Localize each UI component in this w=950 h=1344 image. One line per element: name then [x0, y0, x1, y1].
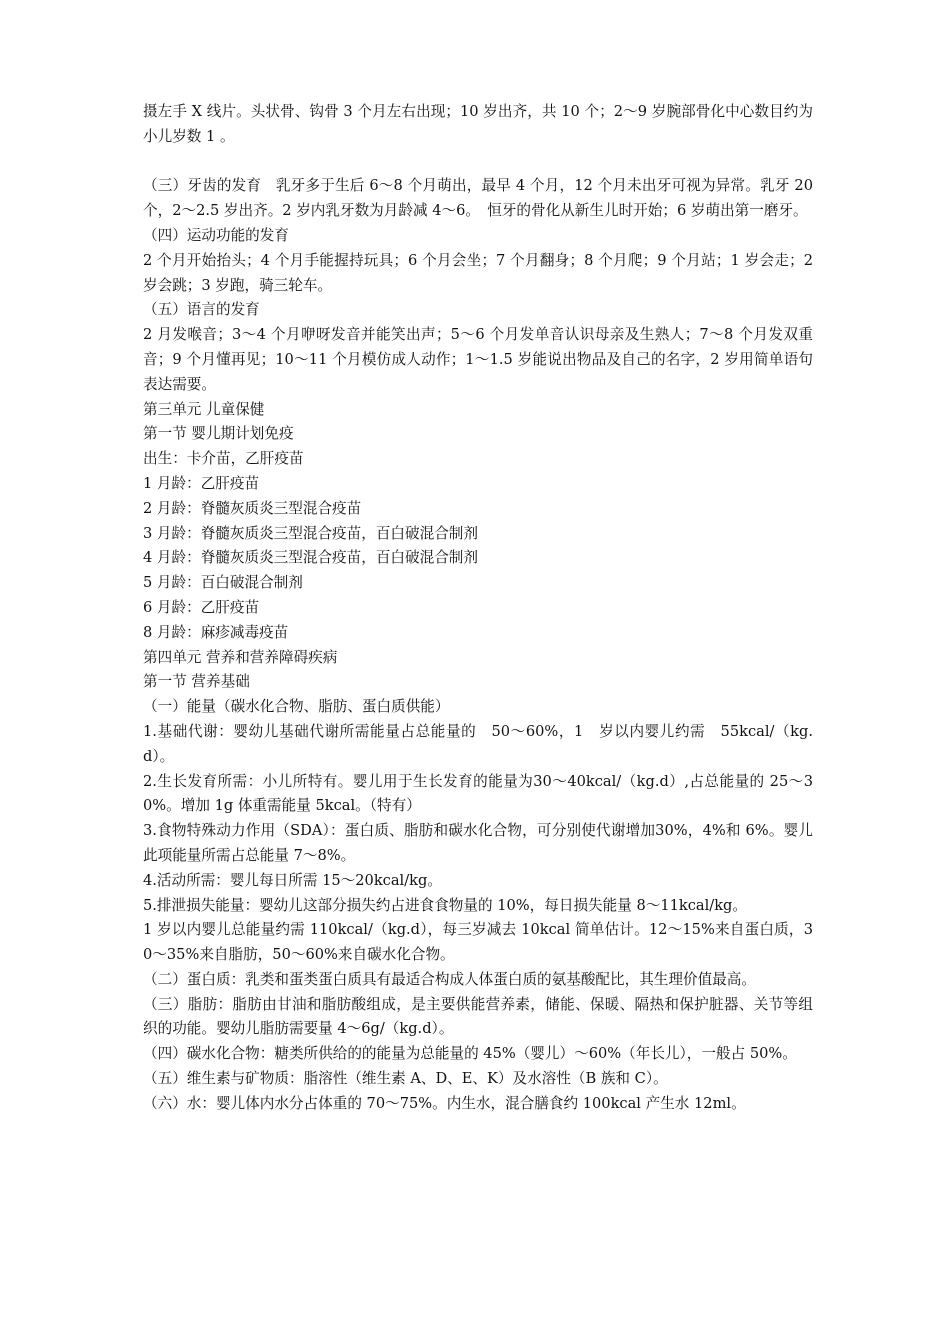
list-item-vaccine-8-month: 8 月龄：麻疹减毒疫苗	[143, 623, 289, 641]
list-item-vaccine-1-month: 1 月龄：乙肝疫苗	[143, 474, 260, 492]
paragraph-protein: （二）蛋白质：乳类和蛋类蛋白质具有最适合构成人体蛋白质的氨基酸配比，其生理价值最高。	[143, 970, 756, 988]
paragraph-language-development: 2 月发喉音；3～4 个月咿呀发音并能笑出声；5～6 个月发单音认识母亲及生熟人；7～8 个月发双重音；9 个月懂再见；10～11 个月模仿成人动作；1～1.5 岁能说出物品及自己的名字，2 岁用简单语句表达需要。	[143, 326, 813, 393]
list-item-vaccine-4-month: 4 月龄：脊髓灰质炎三型混合疫苗，百白破混合制剂	[143, 549, 478, 567]
list-item-vaccine-birth: 出生：卡介苗，乙肝疫苗	[143, 450, 304, 468]
blank-line	[143, 150, 813, 175]
paragraph-fat: （三）脂肪：脂肪由甘油和脂肪酸组成，是主要供能营养素，储能、保暖、隔热和保护脏器、关节等组织的功能。婴幼儿脂肪需要量 4～6g/（kg.d）。	[143, 995, 813, 1038]
paragraph-motor-development: 2 个月开始抬头；4 个月手能握持玩具；6 个月会坐；7 个月翻身；8 个月爬；9 个月站；1 岁会走；2 岁会跳；3 岁跑，骑三轮车。	[143, 251, 813, 294]
paragraph-total-energy: 1 岁以内婴儿总能量约需 110kcal/（kg.d），每三岁减去 10kcal 简单估计。12～15%来自蛋白质，30～35%来自脂肪，50～60%来自碳水化合物。	[143, 921, 813, 964]
list-item-vaccine-6-month: 6 月龄：乙肝疫苗	[143, 598, 260, 616]
heading-unit-four: 第四单元 营养和营养障碍疾病	[143, 648, 338, 666]
heading-unit-three: 第三单元 儿童保健	[143, 400, 265, 418]
heading-language-development: （五）语言的发育	[143, 301, 260, 319]
paragraph-teeth-development: （三）牙齿的发育 乳牙多于生后 6～8 个月萌出，最早 4 个月，12 个月未出牙可视为异常。乳牙 20 个，2～2.5 岁出齐。2 岁内乳牙数为月龄减 4～6。 恒牙的骨化从新生儿时开始；6 岁萌出第一磨牙。	[143, 177, 813, 220]
heading-energy: （一）能量（碳水化合物、脂肪、蛋白质供能）	[143, 698, 450, 716]
document-page	[143, 100, 813, 1117]
paragraph-water: （六）水：婴儿体内水分占体重的 70～75%。内生水，混合膳食约 100kcal 产生水 12ml。	[143, 1094, 746, 1112]
heading-motor-development: （四）运动功能的发育	[143, 226, 289, 244]
paragraph-growth-needs: 2.生长发育所需：小儿所特有。婴儿用于生长发育的能量为30～40kcal/（kg.d）,占总能量的 25～30%。增加 1g 体重需能量 5kcal。（特有）	[143, 772, 813, 815]
list-item-vaccine-3-month: 3 月龄：脊髓灰质炎三型混合疫苗，百白破混合制剂	[143, 524, 478, 542]
list-item-vaccine-2-month: 2 月龄：脊髓灰质炎三型混合疫苗	[143, 499, 362, 517]
paragraph-vitamins-minerals: （五）维生素与矿物质：脂溶性（维生素 A、D、E、K）及水溶性（B 族和 C）。	[143, 1070, 668, 1088]
heading-nutrition-basics: 第一节 营养基础	[143, 673, 250, 691]
heading-immunization-section: 第一节 婴儿期计划免疫	[143, 425, 294, 443]
paragraph-excretion-loss: 5.排泄损失能量：婴幼儿这部分损失约占进食食物量的 10%，每日损失能量 8～11kcal/kg。	[143, 896, 747, 914]
paragraph-carbohydrate: （四）碳水化合物：糖类所供给的的能量为总能量的 45%（婴儿）～60%（年长儿），一般占 50%。	[143, 1045, 797, 1063]
paragraph-sda: 3.食物特殊动力作用（SDA）：蛋白质、脂肪和碳水化合物，可分别使代谢增加30%，4%和 6%。婴儿此项能量所需占总能量 7～8%。	[143, 822, 813, 864]
paragraph-basal-metabolism: 1.基础代谢：婴幼儿基础代谢所需能量占总能量的 50～60%，1 岁以内婴儿约需 55kcal/（kg.d）。	[143, 722, 813, 765]
paragraph-activity-needs: 4.活动所需：婴儿每日所需 15～20kcal/kg。	[143, 871, 442, 889]
paragraph-carpal-bones: 摄左手 X 线片。头状骨、钩骨 3 个月左右出现；10 岁出齐，共 10 个；2～9 岁腕部骨化中心数目约为小儿岁数 1 。	[143, 103, 813, 145]
list-item-vaccine-5-month: 5 月龄：百白破混合制剂	[143, 574, 303, 592]
